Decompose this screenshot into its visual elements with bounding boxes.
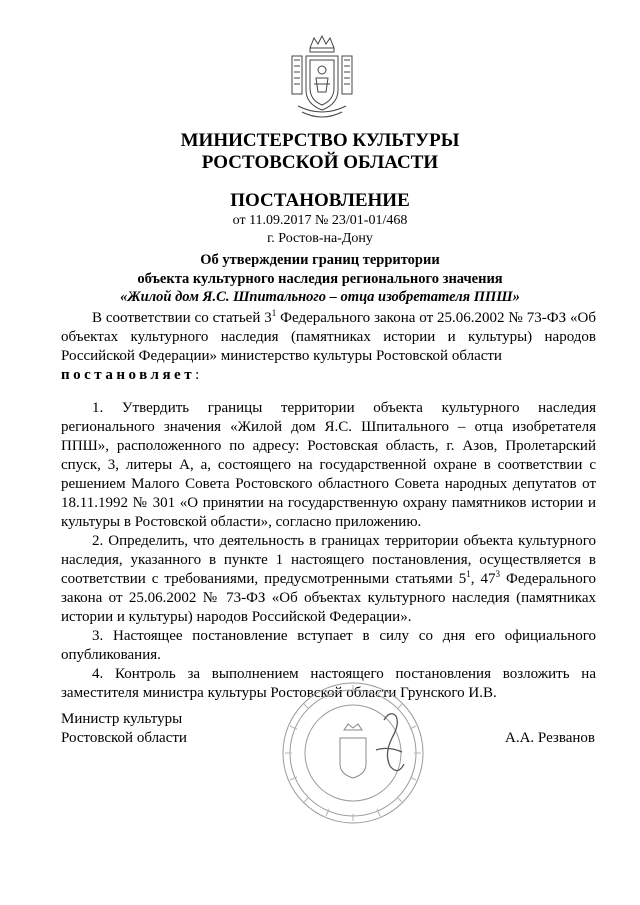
item-4: 4. Контроль за выполнением настоящего постановления возложить на заместителя министра культуры Ростовской области Грунского И.В.	[61, 666, 596, 701]
subject-line2: объекта культурного наследия регионального значения	[137, 271, 503, 287]
item-2-part2: , 47	[470, 571, 496, 587]
preamble	[61, 309, 596, 385]
document-place: г. Ростов-на-Дону	[267, 231, 373, 246]
signatory-title-line1: Министр культуры	[61, 711, 183, 727]
org-name-line2: РОСТОВСКОЙ ОБЛАСТИ	[201, 152, 439, 173]
preamble-text-part1: В соответствии со статьей 3	[92, 310, 272, 326]
resolves-line	[61, 366, 596, 385]
item-1: 1. Утвердить границы территории объекта культурного наследия регионального значения «Жилой дом Я.С. Шпитального – отца изобретателя ППШ», расположенного по адресу: Ростовская область, г. Азов, Пролетарский спуск, 3, литеры А, а, состоящего на государственной охране в соответствии с решением Малого Совета Ростовского областного Совета народных депутатов от 18.11.1992 № 301 «О принятии на государственную охрану памятников истории и культуры в Ростовской области», согласно приложению.	[61, 400, 596, 530]
document-date-number: от 11.09.2017 № 23/01-01/468	[232, 213, 408, 228]
preamble-paragraph	[61, 309, 596, 366]
document-type: ПОСТАНОВЛЕНИЕ	[230, 190, 410, 211]
resolution-items	[61, 399, 596, 703]
item-2-sup2: 3	[495, 569, 500, 579]
subject-line3: «Жилой дом Я.С. Шпитального – отца изобретателя ППШ»	[120, 289, 520, 305]
resolves-colon: :	[195, 367, 200, 383]
item-2	[61, 532, 596, 627]
signatory-title	[61, 710, 187, 748]
item-2-part1: 2. Определить, что деятельность в границах территории объекта культурного наследия, указанного в пункте 1 настоящего постановления, осуществляется в соответствии с требованиями, предусмотренными статьями 5	[61, 533, 596, 587]
signatory-title-line2: Ростовской области	[61, 730, 187, 746]
signatory-name: А.А. Резванов	[505, 730, 595, 746]
rostov-region-coat-of-arms-icon	[288, 34, 356, 122]
subject-line1: Об утверждении границ территории	[200, 252, 440, 268]
preamble-text-part2: Федерального закона от 25.06.2002 № 73-ФЗ «Об объектах культурного наследия (памятниках истории и культуры) народов Российской Федерации» министерство культуры Ростовской области	[61, 310, 597, 364]
item-3: 3. Настоящее постановление вступает в силу со дня его официального опубликования.	[61, 628, 596, 663]
preamble-superscript: 1	[271, 308, 277, 318]
org-name-line1: МИНИСТЕРСТВО КУЛЬТУРЫ	[180, 130, 460, 151]
item-2-sup1: 1	[466, 569, 471, 579]
official-seal-stamp-icon	[280, 680, 426, 826]
item-2-part3: Федерального закона от 25.06.2002 № 73-ФЗ «Об объектах культурного наследия (памятниках истории и культуры) народов Российской Федерации».	[61, 571, 597, 625]
resolves-word: постановляет	[61, 367, 196, 383]
